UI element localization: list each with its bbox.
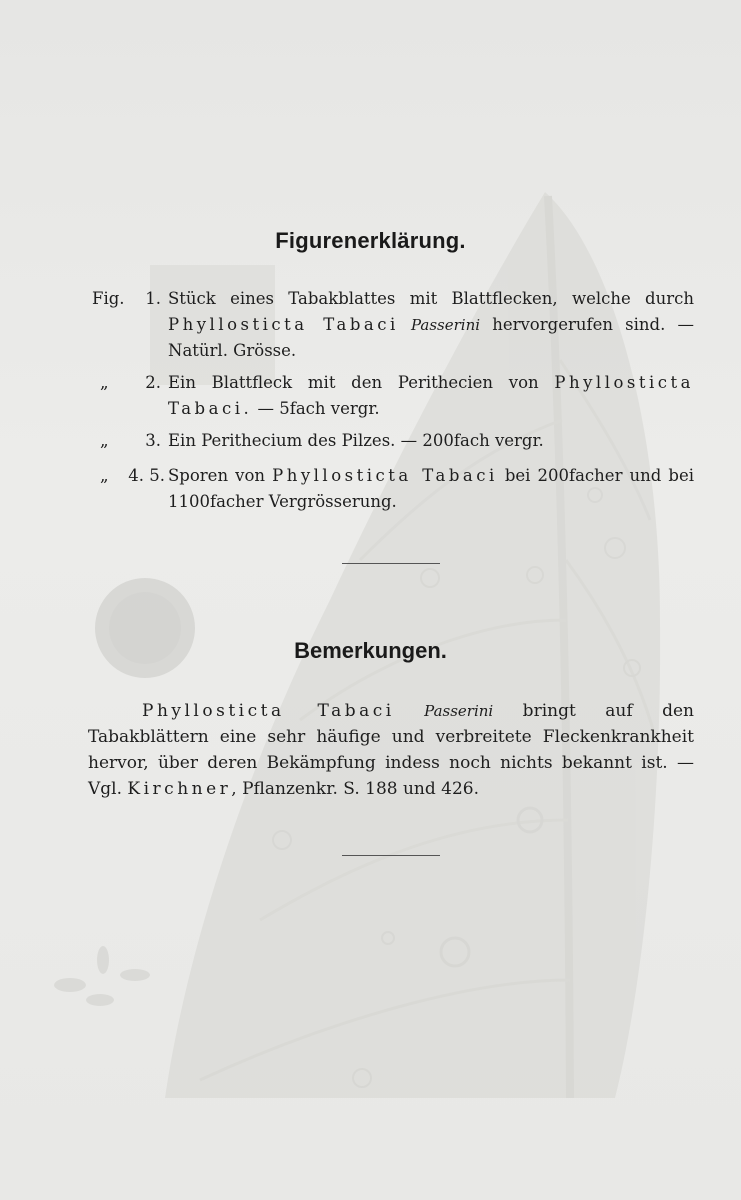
- text-run: — 5fach vergr.: [252, 399, 380, 418]
- figure-entry-1: [0, 286, 741, 366]
- remarks-text: [88, 698, 694, 802]
- text-run: hervorgerufen sind. — Natürl. Grösse.: [168, 315, 694, 360]
- spore: [86, 994, 114, 1006]
- section-divider: [342, 563, 440, 564]
- text-run: , Pflanzenkr. S. 188 und 426.: [231, 779, 480, 799]
- text-run: Stück eines Tabakblattes mit Blattflecken, welche durch: [168, 289, 694, 308]
- remarks-heading: Bemerkungen.: [294, 638, 447, 663]
- text-run: [395, 701, 424, 721]
- figure-label: Fig.: [92, 289, 125, 308]
- text-run: bei 200facher und bei 1100facher Vergrösserung.: [168, 466, 694, 511]
- figure-number: 4. 5.: [128, 466, 165, 485]
- text-run: Sporen von: [168, 466, 273, 485]
- spore: [54, 978, 86, 992]
- spaced-name: Phyllosticta Tabaci: [272, 466, 498, 485]
- spaced-name: Phyllosticta Tabaci: [142, 701, 395, 721]
- ditto-mark: „: [100, 373, 109, 392]
- italic-author: Passerini: [424, 702, 494, 720]
- figure-entry-2: [0, 370, 741, 424]
- figure-number: 1.: [145, 289, 161, 308]
- spore: [97, 946, 109, 974]
- spaced-name: Kirchner: [127, 779, 232, 799]
- figure-number: 2.: [145, 373, 161, 392]
- text-run: Ein Blattfleck mit den Perithecien von: [168, 373, 555, 392]
- ditto-mark: „: [100, 466, 109, 485]
- spaced-name: Phyllosticta Tabaci: [168, 315, 399, 334]
- figure-entry-3: [0, 428, 741, 456]
- spore: [120, 969, 150, 981]
- section-divider: [342, 855, 440, 856]
- figure-text: [168, 463, 694, 515]
- spaced-name: Phyllosticta Tabaci.: [168, 373, 694, 418]
- ditto-mark: „: [100, 431, 109, 450]
- figures-heading: Figurenerklärung.: [275, 228, 466, 253]
- figure-number: 3.: [145, 431, 161, 450]
- figure-text: [168, 428, 694, 454]
- figure-text: [168, 286, 694, 364]
- remarks-paragraph: [88, 698, 694, 802]
- italic-author: Passerini: [410, 316, 481, 334]
- text-run: Ein Perithecium des Pilzes. — 200fach vergr.: [168, 431, 544, 450]
- figure-entry-4: [0, 463, 741, 517]
- text-run: [399, 315, 411, 334]
- text-run: bringt auf den Tabakblättern eine sehr häufige und verbreitete Fleckenkrankheit hervor, über deren Bekämpfung indess noch nichts bekannt ist. — Vgl.: [88, 701, 694, 799]
- figure-text: [168, 370, 694, 422]
